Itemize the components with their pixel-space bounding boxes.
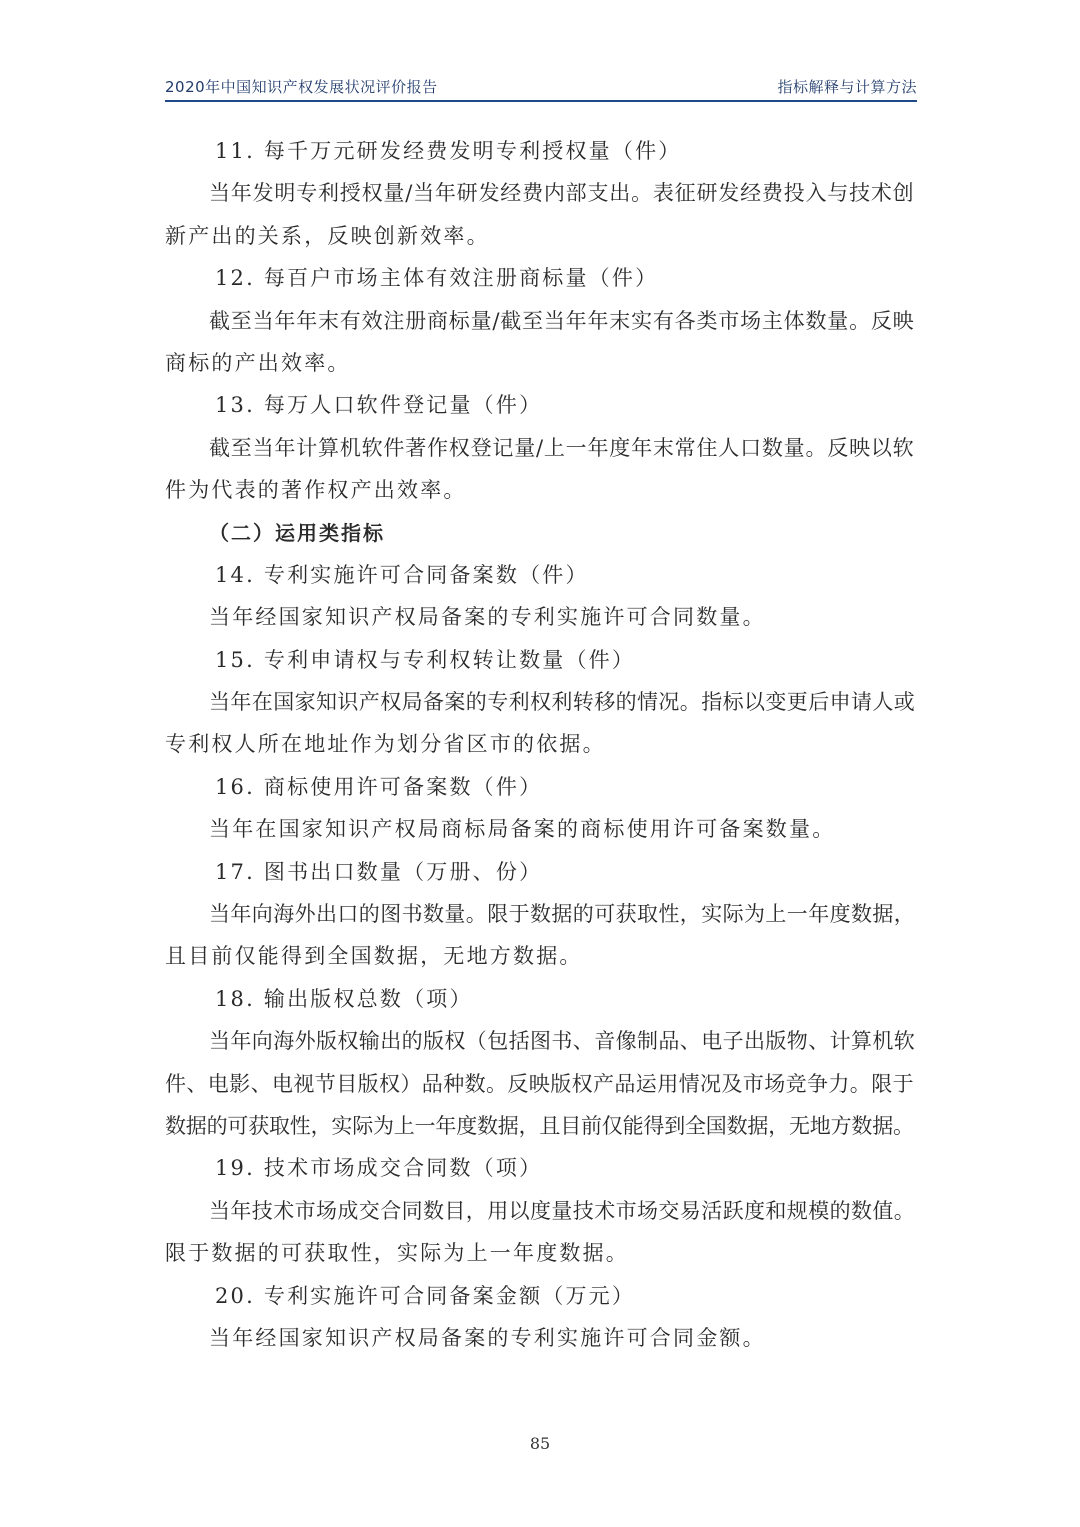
paragraph-line: 截至当年年末有效注册商标量/截至当年年末实有各类市场主体数量。反映 [209, 308, 915, 333]
paragraph-line: 件、电影、电视节目版权）品种数。反映版权产品运用情况及市场竞争力。限于 [165, 1071, 914, 1096]
indicator-heading: 20. 专利实施许可合同备案金额（万元） [215, 1283, 636, 1308]
indicator-heading: 11. 每千万元研发经费发明专利授权量（件） [215, 139, 682, 163]
paragraph-line: 当年技术市场成交合同数目，用以度量技术市场交易活跃度和规模的数值。 [209, 1198, 916, 1223]
indicator-heading: 13. 每万人口软件登记量（件） [215, 393, 543, 418]
paragraph-line: 当年向海外出口的图书数量。限于数据的可获取性，实际为上一年度数据， [209, 902, 916, 927]
report-title: 2020年中国知识产权发展状况评价报告 [165, 78, 438, 96]
paragraph-line: 当年在国家知识产权局商标局备案的商标使用许可备案数量。 [209, 817, 836, 842]
page-number: 85 [529, 1434, 551, 1453]
paragraph-line: 专利权人所在地址作为划分省区市的依据。 [165, 732, 606, 757]
paragraph-line: 件为代表的著作权产出效率。 [165, 478, 467, 503]
paragraph-line: 商标的产出效率。 [165, 350, 351, 375]
indicator-heading: 16. 商标使用许可备案数（件） [215, 774, 543, 799]
indicator-heading: 19. 技术市场成交合同数（项） [215, 1156, 543, 1181]
paragraph-line: 新产出的关系，反映创新效率。 [165, 223, 490, 248]
indicator-heading: 12. 每百户市场主体有效注册商标量（件） [215, 266, 659, 291]
header-divider [165, 100, 917, 102]
paragraph-line: 当年向海外版权输出的版权（包括图书、音像制品、电子出版物、计算机软 [209, 1029, 916, 1054]
indicator-heading: 18. 输出版权总数（项） [215, 986, 473, 1011]
paragraph-line: 当年经国家知识产权局备案的专利实施许可合同数量。 [209, 605, 766, 630]
paragraph-line: 当年在国家知识产权局备案的专利权利转移的情况。指标以变更后申请人或 [209, 690, 916, 715]
page-body [165, 130, 917, 1359]
paragraph-line: 数据的可获取性，实际为上一年度数据，且目前仅能得到全国数据，无地方数据。 [165, 1113, 914, 1138]
paragraph-line: 截至当年计算机软件著作权登记量/上一年度年末常住人口数量。反映以软 [209, 435, 915, 460]
indicator-heading: 14. 专利实施许可合同备案数（件） [215, 562, 589, 587]
section-heading: （二）运用类指标 [209, 520, 385, 545]
paragraph-line: 当年发明专利授权量/当年研发经费内部支出。表征研发经费投入与技术创 [209, 181, 915, 206]
indicator-heading: 15. 专利申请权与专利权转让数量（件） [215, 647, 636, 672]
paragraph-line: 且目前仅能得到全国数据，无地方数据。 [165, 944, 583, 969]
paragraph-line: 限于数据的可获取性，实际为上一年度数据。 [165, 1241, 629, 1266]
paragraph-line: 当年经国家知识产权局备案的专利实施许可合同金额。 [209, 1325, 766, 1350]
section-title: 指标解释与计算方法 [777, 78, 917, 96]
indicator-heading: 17. 图书出口数量（万册、份） [215, 859, 543, 884]
